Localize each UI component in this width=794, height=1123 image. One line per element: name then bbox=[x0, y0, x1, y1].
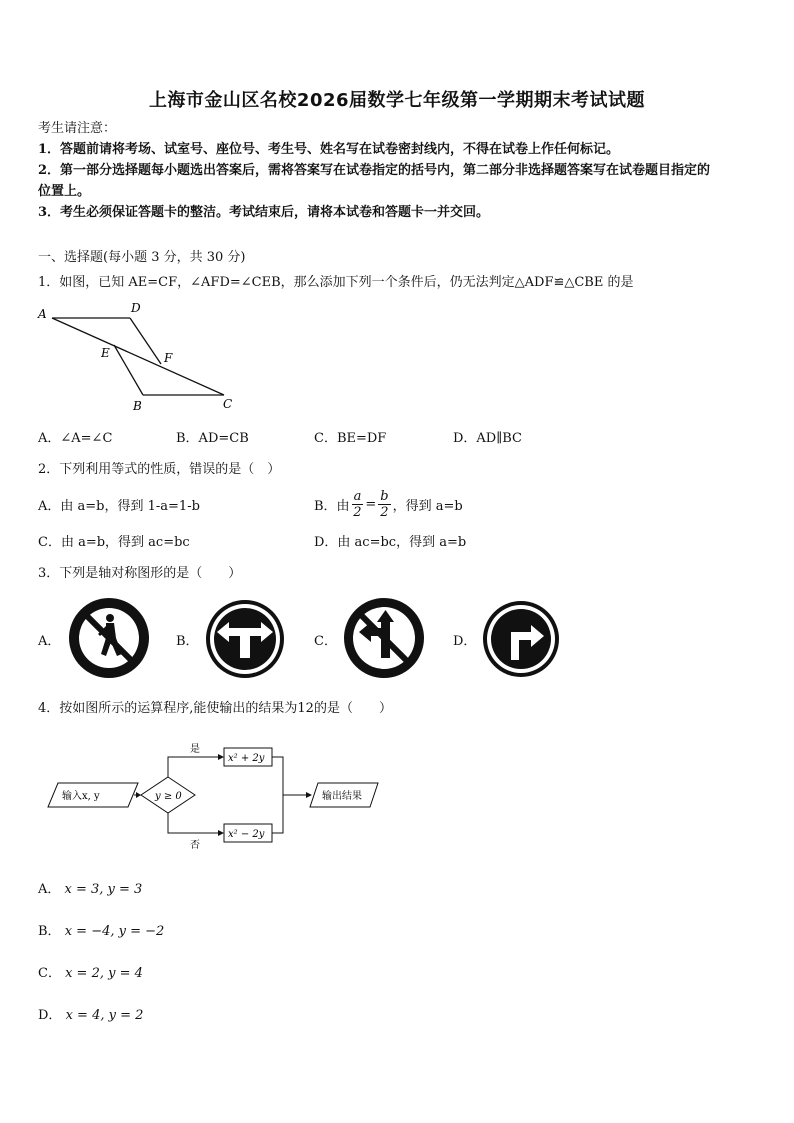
point-label-E: E bbox=[101, 346, 110, 360]
option-math: x = 2, y = 4 bbox=[65, 966, 143, 981]
question-4-option-a[interactable] bbox=[38, 878, 142, 897]
flow-no-label: 否 bbox=[190, 840, 200, 851]
notice-item-3: 3．考生必须保证答题卡的整洁。考试结束后，请将本试卷和答题卡一并交回。 bbox=[38, 205, 490, 220]
point-label-F: F bbox=[164, 351, 173, 365]
no-pedestrian-sign-icon[interactable] bbox=[66, 596, 152, 680]
question-3-stem: 3．下列是轴对称图形的是（ ） bbox=[38, 566, 242, 581]
section-heading: 一、选择题(每小题 3 分，共 30 分) bbox=[38, 250, 246, 265]
question-2-option-b[interactable] bbox=[314, 486, 463, 522]
flow-condition-label: y ≥ 0 bbox=[155, 791, 182, 802]
segment-DF bbox=[130, 318, 161, 364]
option-label: C． bbox=[38, 966, 61, 981]
equals-sign: = bbox=[365, 496, 377, 512]
question-4-option-c[interactable] bbox=[38, 962, 143, 981]
fraction-denominator: 2 bbox=[380, 504, 389, 520]
fraction-numerator: a bbox=[353, 488, 362, 504]
question-3-label-c[interactable]: C． bbox=[314, 634, 337, 649]
flow-input-label: 输入x, y bbox=[62, 791, 100, 802]
question-1-stem: 1．如图，已知 AE=CF，∠AFD=∠CEB，那么添加下列一个条件后，仍无法判定△ADF≌△CBE 的是 bbox=[38, 275, 634, 290]
question-1-option-d[interactable]: D．AD∥BC bbox=[453, 431, 522, 446]
point-label-D: D bbox=[131, 301, 141, 315]
question-3-label-d[interactable]: D． bbox=[453, 634, 477, 649]
option-math: x = 3, y = 3 bbox=[64, 882, 143, 897]
notice-heading: 考生请注意： bbox=[38, 121, 117, 136]
question-2-option-a[interactable]: A．由 a=b，得到 1-a=1-b bbox=[38, 499, 200, 514]
flow-output-label: 输出结果 bbox=[322, 791, 362, 802]
flow-yes-label: 是 bbox=[190, 744, 200, 755]
question-1-option-c[interactable]: C．BE=DF bbox=[314, 431, 387, 446]
point-label-C: C bbox=[223, 397, 233, 411]
left-right-turn-sign-icon[interactable] bbox=[203, 598, 287, 680]
flow-top-expr-label: x² + 2y bbox=[228, 753, 265, 764]
question-2-stem: 2．下列利用等式的性质，错误的是（ ） bbox=[38, 462, 281, 477]
question-3-label-a[interactable]: A． bbox=[38, 634, 61, 649]
notice-item-2: 2．第一部分选择题每小题选出答案后，需将答案写在试卷指定的括号内，第二部分非选择题答案写在试卷题目指定的 bbox=[38, 163, 711, 178]
point-label-B: B bbox=[133, 399, 142, 413]
question-2-option-d[interactable]: D．由 ac=bc，得到 a=b bbox=[314, 535, 467, 550]
option-math: x = 4, y = 2 bbox=[65, 1008, 144, 1023]
option-label: A． bbox=[38, 882, 61, 897]
flow-bottom-expr-label: x² − 2y bbox=[228, 829, 265, 840]
fraction-b-over-2 bbox=[378, 489, 390, 520]
right-turn-sign-icon[interactable] bbox=[480, 598, 562, 680]
option-b-prefix: B．由 bbox=[314, 498, 350, 514]
fraction-a-over-2 bbox=[352, 489, 364, 520]
fraction-denominator: 2 bbox=[353, 504, 362, 520]
page-title: 上海市金山区名校2026届数学七年级第一学期期末考试试题 bbox=[148, 90, 646, 111]
option-label: D． bbox=[38, 1008, 62, 1023]
question-2-option-c[interactable]: C．由 a=b，得到 ac=bc bbox=[38, 535, 190, 550]
notice-item-1: 1．答题前请将考场、试室号、座位号、考生号、姓名写在试卷密封线内，不得在试卷上作任何标记。 bbox=[38, 142, 620, 157]
question-3-label-b[interactable]: B． bbox=[176, 634, 199, 649]
option-label: B． bbox=[38, 924, 61, 939]
notice-item-2-cont: 位置上。 bbox=[38, 184, 91, 199]
fraction-numerator: b bbox=[380, 488, 389, 504]
question-1-option-b[interactable]: B．AD=CB bbox=[176, 431, 249, 446]
no-left-turn-sign-icon[interactable] bbox=[341, 596, 427, 680]
question-4-option-d[interactable] bbox=[38, 1004, 143, 1023]
question-4-stem: 4．按如图所示的运算程序,能使输出的结果为12的是（ ） bbox=[38, 701, 392, 716]
option-b-suffix: ，得到 a=b bbox=[392, 498, 463, 514]
question-1-option-a[interactable]: A．∠A=∠C bbox=[38, 431, 113, 446]
triangle-figure bbox=[34, 298, 244, 418]
flowchart-diagram bbox=[40, 735, 390, 855]
option-math: x = −4, y = −2 bbox=[64, 924, 165, 939]
point-label-A: A bbox=[38, 307, 47, 321]
question-4-option-b[interactable] bbox=[38, 920, 164, 939]
